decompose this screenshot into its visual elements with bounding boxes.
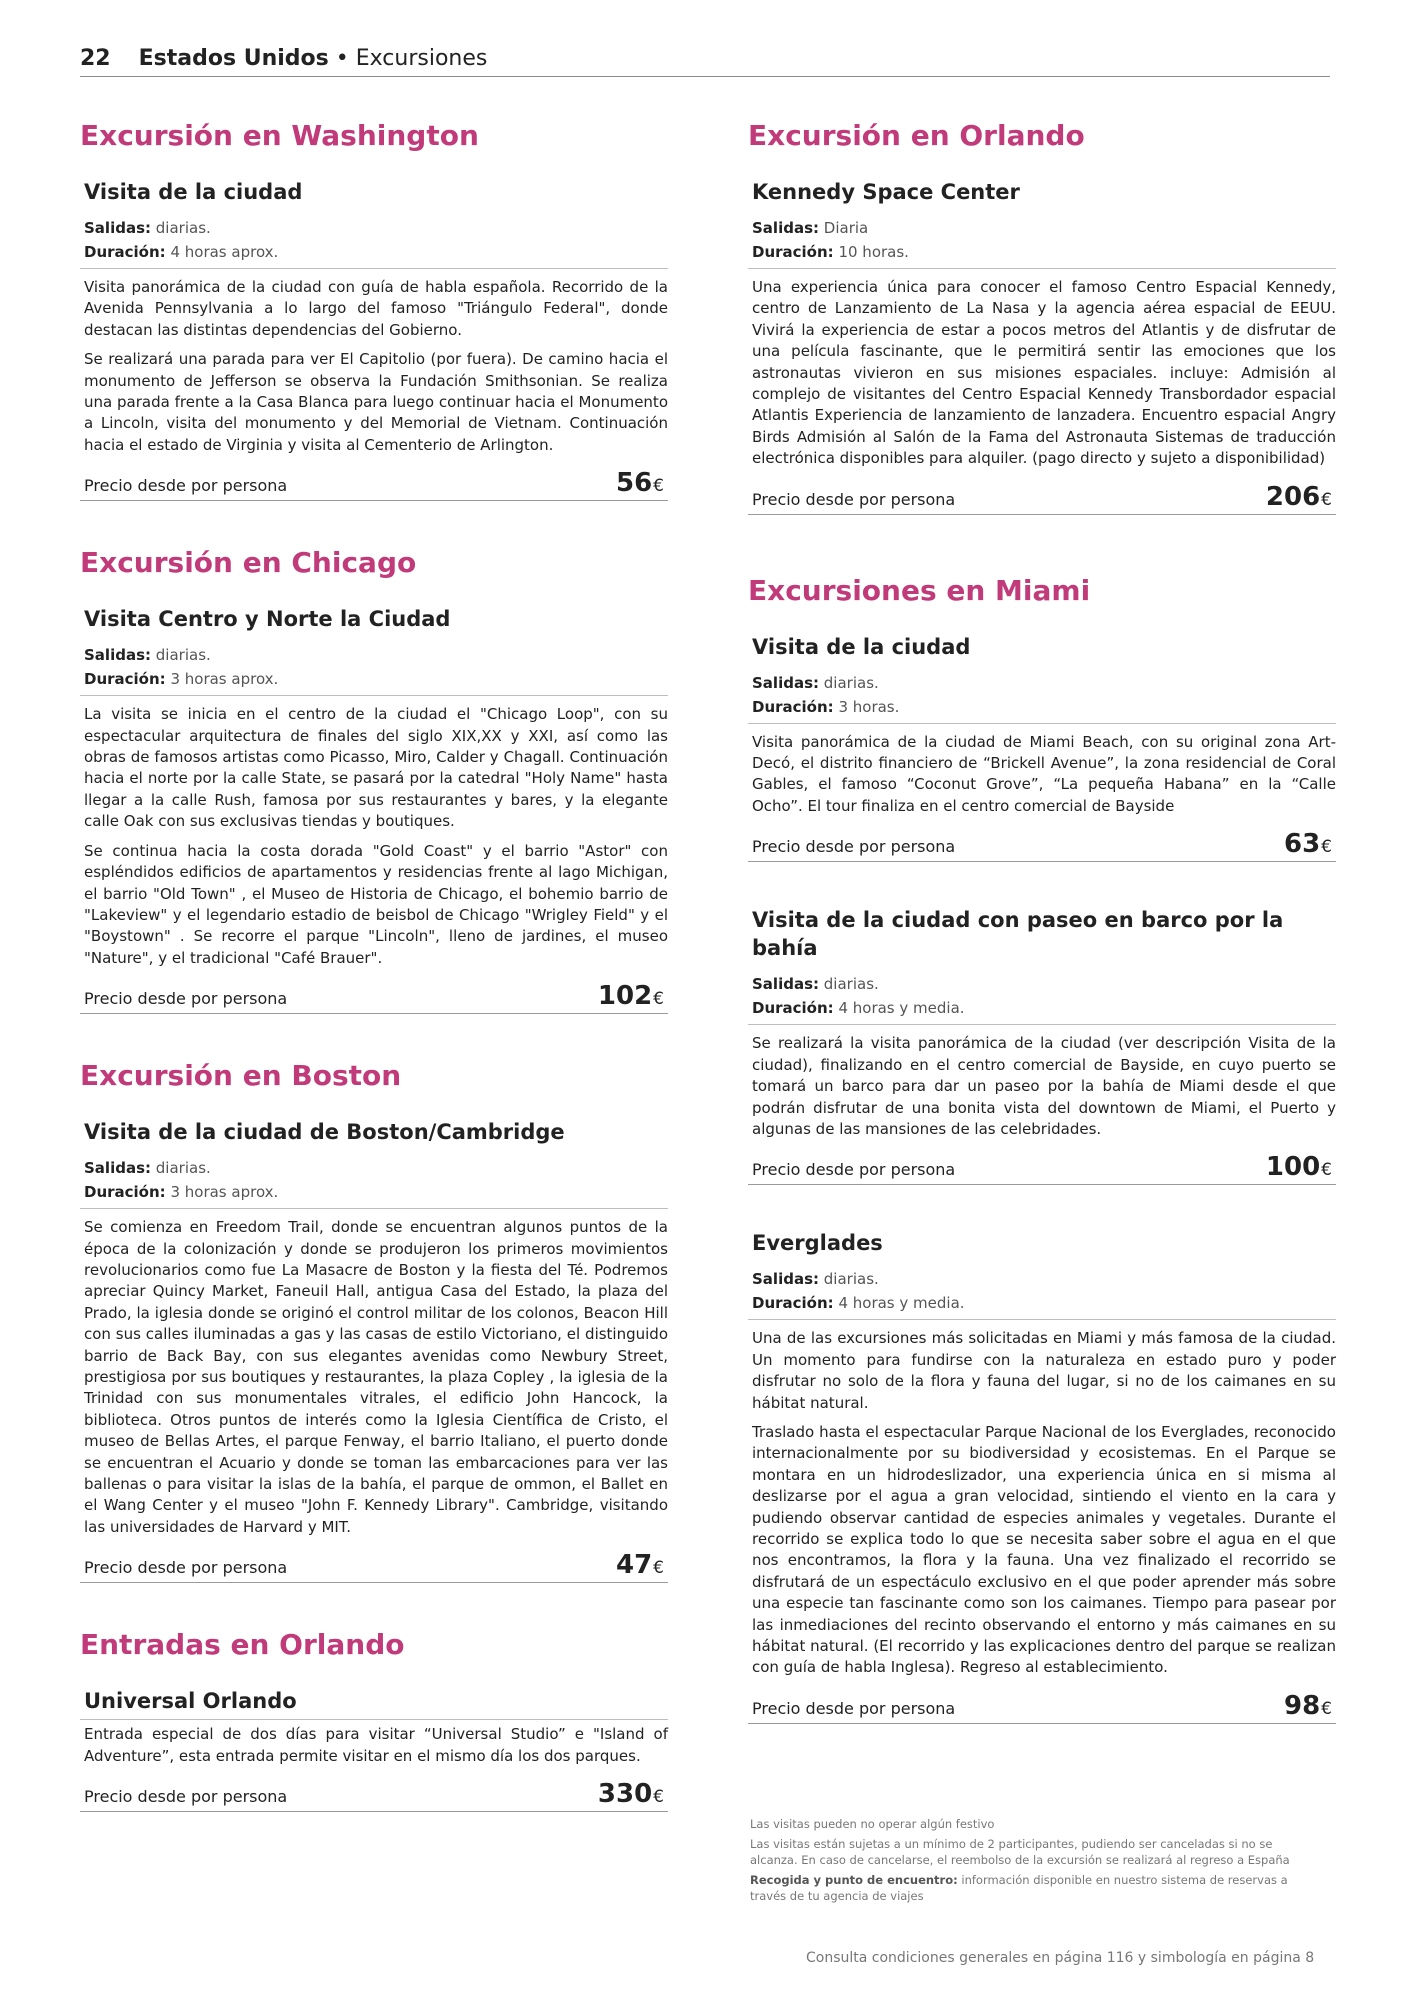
salidas-value: diarias. (155, 646, 211, 665)
tour-title: Visita de la ciudad de Boston/Cambridge (84, 1120, 565, 1145)
section-title: Excursiones en Miami (748, 573, 1091, 607)
salidas-value: diarias. (823, 975, 879, 994)
tour-title: Kennedy Space Center (752, 180, 1020, 204)
section-title: Excursión en Orlando (748, 119, 1085, 152)
tour-description: Se realizará la visita panorámica de la ciudad (ver descripción Visita de la ciudad), finalizando en el centro comercial de Bayside, en cuyo puerto se tomará un barco para dar un paseo por la bahía de Miami desde el que podrán disfrutar de una bonita vista del downtown de Miami, el Puerto y algunas de las mansiones de las celebridades. (752, 1034, 1336, 1138)
price-label: Precio desde por persona (84, 1787, 288, 1807)
tour-description: Una de las excursiones más solicitadas en Miami y más famosa de la ciudad. Un momento para fundirse con la naturaleza en estado puro y poder disfrutar no solo de la flora y fauna del lugar, si no de los caimanes en su hábitat natural. Traslado hasta el espectacular Parque Nacional de los Everglades, reconocido internacionalmente por su biodiversidad y ecosistemas. En el Parque se montara en un hidrodeslizador, una experiencia única en si misma al deslizarse por el agua a gran velocidad, sintiendo el viento en la cara y pudiendo observar cantidad de especies animales y vegetales. Durante el recorrido se explica todo lo que se necesita saber sobre el agua en el que nos encontramos, la flora y la fauna. Una vez finalizado el recorrido se disfrutará de un espectáculo exclusivo en el que poder aprender más sobre una especie tan fascinante como son los caimanes. Tiempo para pasear por las inmediaciones del recinto observando el entorno y más caimanes en su hábitat natural. (El recorrido y las explicaciones dentro del parque se realizan con guía de habla Inglesa). Regreso al establecimiento. (752, 1329, 1336, 1677)
section-title: Excursión en Washington (80, 119, 479, 152)
price-row (748, 1687, 1336, 1724)
price-label: Precio desde por persona (752, 1698, 956, 1718)
right-column (748, 118, 1336, 1768)
tour-meta: Salidas: diarias. Duración: 3 horas aprox. (80, 1156, 668, 1209)
miami-tour-everglades (748, 1229, 1336, 1724)
tour-title: Visita Centro y Norte la Ciudad (84, 607, 451, 632)
price-row (80, 464, 668, 501)
price-label: Precio desde por persona (752, 837, 956, 857)
page-footer: Consulta condiciones generales en página 116 y simbología en página 8 (806, 1950, 1315, 1966)
section-title: Entradas en Orlando (80, 1628, 405, 1662)
price-value: 47€ (615, 1550, 664, 1581)
duracion-value: 4 horas y media. (838, 1294, 965, 1313)
price-row (80, 1775, 668, 1812)
page-number: 22 (80, 46, 111, 71)
tour-meta: Salidas: diarias. Duración: 4 horas aprox. (80, 216, 668, 269)
duracion-value: 3 horas aprox. (170, 1183, 279, 1202)
tour-title: Visita de la ciudad (84, 180, 303, 204)
orlando-section (748, 118, 1336, 515)
tour-title: Visita de la ciudad (752, 634, 971, 659)
price-label: Precio desde por persona (752, 489, 956, 509)
price-value: 102€ (597, 981, 664, 1012)
price-value: 100€ (1265, 1152, 1332, 1183)
tour-meta: Salidas: diarias. Duración: 3 horas aprox. (80, 643, 668, 696)
header-separator: • (335, 46, 349, 71)
note: Las visitas están sujetas a un mínimo de 2 participantes, pudiendo ser canceladas si no se alcanza. En caso de cancelarse, el reembolso de la excursión se realizará al regreso a España (750, 1837, 1290, 1867)
footnotes (750, 1816, 1320, 1908)
tour-title: Everglades (752, 1231, 883, 1256)
header-section: Excursiones (355, 46, 488, 71)
miami-tour-ciudad (748, 633, 1336, 863)
price-label: Precio desde por persona (84, 989, 288, 1009)
price-value: 330€ (597, 1779, 664, 1810)
duracion-value: 3 horas. (838, 697, 900, 716)
salidas-value: diarias. (155, 219, 211, 237)
tour-description: Se comienza en Freedom Trail, donde se encuentran algunos puntos de la época de la colonización y donde se produjeron los primeros movimientos revolucionarios como fue La Masacre de Boston y la fiesta del Té. Podremos apreciar Quincy Market, Faneuil Hall, antigua Casa del Estado, la plaza del Prado, la iglesia donde se originó el control militar de los colonos, Beacon Hill con sus calles iluminadas a gas y las casas de estilo Victoriano, el distinguido barrio de Back Bay, con sus elegantes avenidas como Newbury Street, prestigiosa por sus boutiques y restaurantes, la plaza Copley , la iglesia de la Trinidad con sus monumentales vitrales, el edificio John Hancock, la biblioteca. Otros puntos de interés como la Iglesia Científica de Cristo, el museo de Bellas Artes, el parque Fenway, el barrio Italiano, el puerto donde se encuentran el Acuario y donde se toman las embarcaciones para ver las ballenas o para visitar la islas de la bahía, el parque de ommon, el Ballet en el Wang Center y el museo "John F. Kennedy Library". Cambridge, visitando las universidades de Harvard y MIT. (84, 1218, 668, 1536)
price-label: Precio desde por persona (84, 476, 288, 496)
miami-section (748, 573, 1336, 1724)
tour-description: Visita panorámica de la ciudad con guía de habla española. Recorrido de la Avenida Pennsylvania a lo largo del famoso "Triángulo Federal", donde destacan las distintas dependencias del Gobierno. Se realizará una parada para ver El Capitolio (por fuera). De camino hacia el monumento de Jefferson se observa la Fundación Smithsonian. Se realiza una parada frente a la Casa Blanca para luego continuar hacia el Monumento a Lincoln, visita del monumento y del Memorial de Vietnam. Continuación hacia el estado de Virginia y visita al Cementerio de Arlington. (84, 278, 668, 454)
price-label: Precio desde por persona (84, 1558, 288, 1578)
price-row (748, 825, 1336, 862)
header-country: Estados Unidos (138, 46, 329, 71)
duracion-value: 4 horas aprox. (170, 243, 279, 261)
chicago-section (80, 545, 668, 1014)
section-title: Excursión en Chicago (80, 546, 417, 580)
boston-section (80, 1058, 668, 1583)
duracion-value: 3 horas aprox. (170, 670, 279, 689)
price-value: 98€ (1283, 1690, 1332, 1721)
tour-description: La visita se inicia en el centro de la ciudad el "Chicago Loop", con su espectacular arquitectura de finales del siglo XIX,XX y XXI, así como las obras de famosos artistas como Picasso, Miro, Calder y Chagall. Continuación hacia el norte por la calle State, se pasará por la catedral "Holy Name" hasta llegar a la calle Rush, famosa por sus restaurantes y bares, y la elegante calle Oak con sus exclusivas tiendas y boutiques. Se continua hacia la costa dorada "Gold Coast" y el barrio "Astor" con espléndidos edificios de apartamentos y residencias frente al lago Michigan, el barrio "Old Town" , el Museo de Historia de Chicago, el bohemio barrio de "Lakeview" y el legendario estadio de beisbol de Chicago "Wrigley Field" y el "Boystown" . Se recorre el parque "Lincoln", lleno de jardines, el museo "Nature", y el tradicional "Café Brauer". (84, 705, 668, 967)
price-label: Precio desde por persona (752, 1160, 956, 1180)
tour-title: Universal Orlando (84, 1689, 297, 1714)
price-row (748, 1148, 1336, 1185)
left-column (80, 118, 668, 1856)
price-row (80, 1546, 668, 1583)
miami-tour-barco (748, 906, 1336, 1185)
price-value: 63€ (1283, 829, 1332, 860)
page-header (80, 44, 1330, 77)
entradas-orlando-section (80, 1627, 668, 1812)
price-value: 206€ (1265, 481, 1332, 512)
tour-title: Visita de la ciudad con paseo en barco por la bahía (752, 908, 1284, 961)
tour-description: Una experiencia única para conocer el famoso Centro Espacial Kennedy, centro de Lanzamiento de La Nasa y la agencia aérea espacial de EEUU. Vivirá la experiencia de estar a pocos metros del Atlantis y de disfrutar de una película fascinante, que le permitirá sentir las emociones que los astronautas vivieron en sus misiones espaciales. incluye: Admisión al complejo de visitantes del Centro Espacial Kennedy Transbordador espacial Atlantis Experiencia de lanzamiento de lanzadera. Encuentro espacial Angry Birds Admisión al Salón de la Fama del Astronauta Sistemas de traducción electrónica disponibles para alquiler. (pago directo y sujeto a disponibilidad) (752, 278, 1336, 468)
tour-description: Visita panorámica de la ciudad de Miami Beach, con su original zona Art-Decó, el distrito financiero de “Brickell Avenue”, la zona residencial de Coral Gables, el famoso “Coconut Grove”, “La pequeña Habana” en la “Calle Ocho”. El tour finaliza en el centro comercial de Bayside (752, 732, 1336, 815)
duracion-value: 10 horas. (838, 243, 909, 261)
duracion-value: 4 horas y media. (838, 999, 965, 1018)
washington-section (80, 118, 668, 501)
tour-meta: Salidas: diarias. Duración: 3 horas. (748, 671, 1336, 724)
price-row (80, 977, 668, 1014)
note: Las visitas pueden no operar algún festivo (750, 1817, 995, 1831)
section-title: Excursión en Boston (80, 1059, 402, 1093)
salidas-value: Diaria (823, 219, 869, 237)
tour-description: Entrada especial de dos días para visitar “Universal Studio” e "Island of Adventure”, esta entrada permite visitar en el mismo día los dos parques. (80, 1719, 668, 1767)
tour-meta: Salidas: diarias. Duración: 4 horas y media. (748, 1267, 1336, 1320)
price-row (748, 478, 1336, 515)
tour-meta: Salidas: diarias. Duración: 4 horas y media. (748, 972, 1336, 1025)
salidas-value: diarias. (823, 673, 879, 692)
note: Recogida y punto de encuentro: información disponible en nuestro sistema de reservas a través de tu agencia de viajes (750, 1873, 1288, 1903)
price-value: 56€ (615, 468, 664, 499)
salidas-value: diarias. (823, 1270, 879, 1289)
salidas-value: diarias. (155, 1159, 211, 1178)
tour-meta: Salidas: Diaria Duración: 10 horas. (748, 216, 1336, 269)
